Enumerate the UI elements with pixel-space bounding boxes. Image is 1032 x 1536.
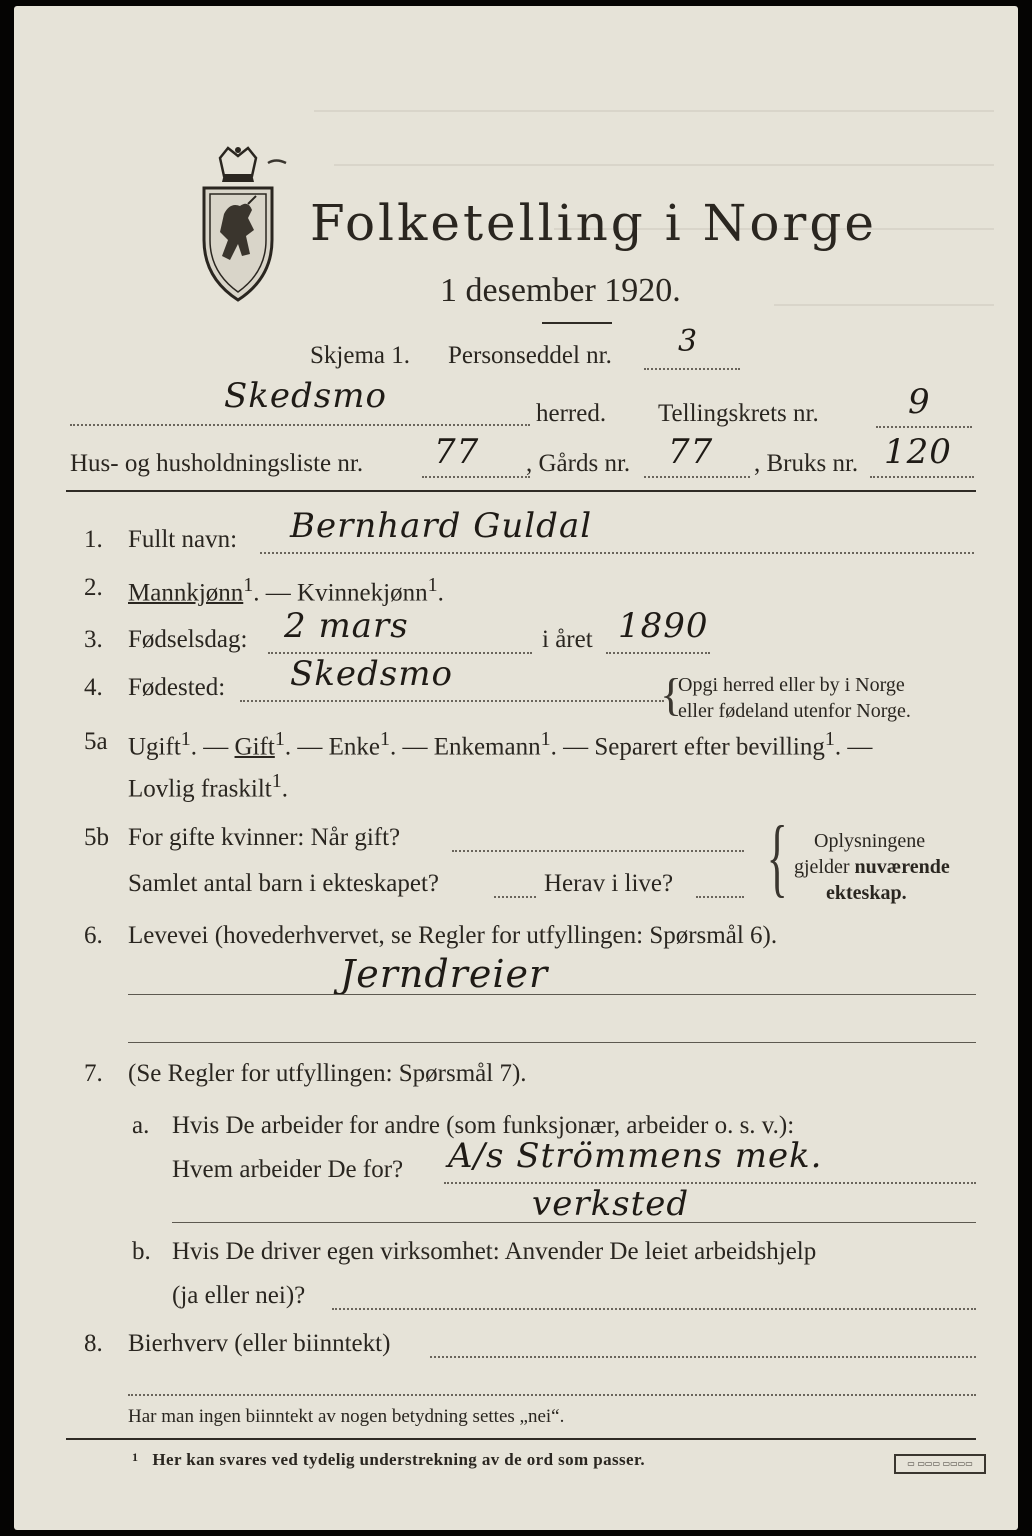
herred-dots (70, 424, 530, 426)
bruks-label: , Bruks nr. (754, 450, 859, 477)
q5b-label3: Herav i live? (544, 870, 674, 897)
q7a-line2: Hvem arbeider De for? (172, 1156, 404, 1183)
q3-number: 3. (84, 626, 103, 653)
q5a-options[interactable]: Ugift$^1$. — Gift$^1$. — Enke$^1$. — Enkemann$^1$. — Separert efter bevilling$^1$. — (128, 728, 873, 761)
option-mannkjonn[interactable]: Mannkjønn (128, 579, 244, 607)
q3-year-dots (606, 652, 710, 654)
q5b-label2: Samlet antal barn i ekteskapet? (128, 870, 439, 897)
gards-label: , Gårds nr. (526, 450, 631, 477)
printer-stamp: ▭ ▭▭▭ ▭▭▭▭ (894, 1454, 986, 1474)
q3-year-label: i året (542, 626, 593, 653)
coat-of-arms-icon (190, 144, 286, 304)
title-divider (542, 322, 612, 324)
q7-number: 7. (84, 1060, 103, 1087)
hus-label: Hus- og husholdningsliste nr. (70, 450, 364, 477)
employer-value-line2[interactable]: verksted (532, 1184, 690, 1224)
q7a-line3 (172, 1222, 976, 1223)
footer-rule (66, 1438, 976, 1440)
herred-value[interactable]: Skedsmo (224, 376, 387, 416)
q1-dots (260, 552, 974, 554)
birthplace-value[interactable]: Skedsmo (290, 654, 453, 694)
option-enke[interactable]: . — Enke (284, 733, 380, 761)
q2-options[interactable]: Mannkjønn$^1$. — Kvinnekjønn$^1$. (128, 574, 444, 607)
gards-value[interactable]: 77 (668, 432, 714, 472)
q5b-barn-dots[interactable] (494, 896, 536, 898)
personseddel-dots (644, 368, 740, 370)
q5a-number: 5a (84, 728, 108, 755)
q4-number: 4. (84, 674, 103, 701)
option-gift[interactable]: Gift (234, 733, 275, 761)
q7b-dots[interactable] (332, 1308, 976, 1310)
q5b-live-dots[interactable] (696, 896, 744, 898)
q1-number: 1. (84, 526, 103, 553)
herred-label: herred. (536, 400, 607, 427)
q8-dots2[interactable] (128, 1394, 976, 1396)
tellingskrets-value[interactable]: 9 (908, 382, 931, 422)
option-fraskilt[interactable]: Lovlig fraskilt (128, 775, 272, 803)
birthdate-value[interactable]: 2 mars (284, 606, 409, 646)
q6-label: Levevei (hovederhvervet, se Regler for utfyllingen: Spørsmål 6). (128, 922, 778, 949)
q5b-note-line2: gjelder nuværende (794, 856, 950, 878)
biinntekt-note: Har man ingen biinntekt av nogen betydning settes „nei“. (128, 1406, 565, 1427)
q4-note-line1: Opgi herred eller by i Norge (678, 674, 905, 696)
q7b-letter: b. (132, 1238, 151, 1265)
q4-dots (240, 700, 664, 702)
tellingskrets-dots (876, 426, 972, 428)
tellingskrets-label: Tellingskrets nr. (658, 400, 819, 427)
q2-number: 2. (84, 574, 103, 601)
q5b-label1: For gifte kvinner: Når gift? (128, 824, 401, 851)
option-separert[interactable]: . — Separert efter bevilling (550, 733, 825, 761)
employer-value-line1[interactable]: A/s Strömmens mek. (448, 1136, 823, 1176)
bruks-value[interactable]: 120 (884, 432, 952, 472)
form-title: Folketelling i Norge (310, 194, 877, 252)
bruks-dots (870, 476, 974, 478)
gards-dots (644, 476, 750, 478)
hus-dots (422, 476, 530, 478)
q8-number: 8. (84, 1330, 103, 1357)
personseddel-label: Personseddel nr. (448, 342, 612, 369)
header-rule (66, 490, 976, 492)
census-date: 1 desember 1920. (440, 272, 681, 309)
q7-label: (Se Regler for utfyllingen: Spørsmål 7). (128, 1060, 527, 1087)
q3-label: Fødselsdag: (128, 626, 248, 653)
skjema-label: Skjema 1. (310, 342, 410, 369)
q7a-dots (444, 1182, 976, 1184)
ink-mark-icon (266, 158, 288, 168)
q4-brace: { (660, 669, 683, 720)
occupation-value[interactable]: Jerndreier (340, 952, 549, 996)
option-ugift[interactable]: Ugift (128, 733, 181, 761)
q6-number: 6. (84, 922, 103, 949)
q5b-number: 5b (84, 824, 109, 851)
q7a-line1: Hvis De arbeider for andre (som funksjonær, arbeider o. s. v.): (172, 1112, 795, 1139)
full-name-value[interactable]: Bernhard Guldal (290, 506, 593, 546)
q8-label: Bierhverv (eller biinntekt) (128, 1330, 391, 1357)
option-enkemann[interactable]: . — Enkemann (389, 733, 541, 761)
q1-label: Fullt navn: (128, 526, 238, 553)
personseddel-value[interactable]: 3 (678, 324, 699, 359)
q7a-letter: a. (132, 1112, 150, 1139)
q7b-line2: (ja eller nei)? (172, 1282, 306, 1309)
q5b-note-line3: ekteskap. (826, 882, 907, 904)
q5a-line2[interactable]: Lovlig fraskilt$^1$. (128, 770, 288, 803)
q7b-line1: Hvis De driver egen virksomhet: Anvender De leiet arbeidshjelp (172, 1238, 817, 1265)
q4-label: Fødested: (128, 674, 226, 701)
hus-value[interactable]: 77 (434, 432, 480, 472)
q5b-note-line1: Oplysningene (814, 830, 926, 852)
q4-note-line2: eller fødeland utenfor Norge. (678, 700, 911, 722)
option-kvinnekjonn[interactable]: . — Kvinnekjønn (253, 579, 428, 607)
q5b-brace: { (766, 809, 788, 906)
birthyear-value[interactable]: 1890 (618, 606, 709, 646)
q8-dots[interactable] (430, 1356, 976, 1358)
q6-line2 (128, 1042, 976, 1043)
q5b-gift-dots[interactable] (452, 850, 744, 852)
q6-line1 (128, 994, 976, 995)
census-form-page (14, 6, 1018, 1530)
footnote: $^1$ Her kan svares ved tydelig understrekning av de ord som passer. (132, 1450, 645, 1469)
